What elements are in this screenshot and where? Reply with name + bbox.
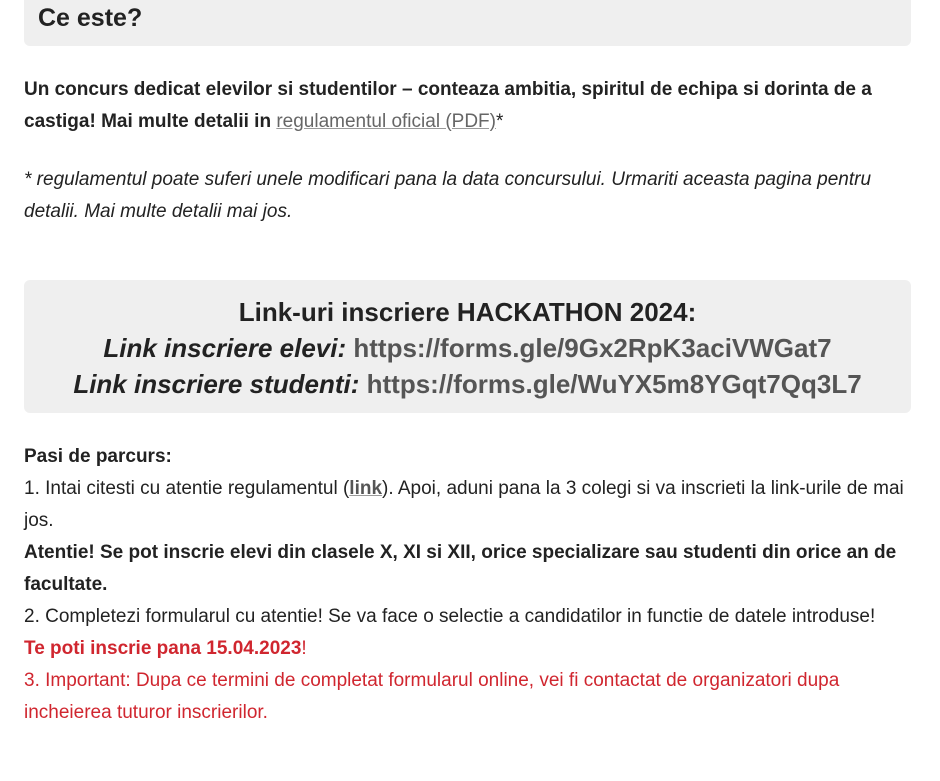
intro-text: Un concurs dedicat elevilor si studentilor – conteaza ambitia, spiritul de echipa si dorinta de a castiga! Mai multe detalii in [24,79,872,132]
step-1-suffix: ). Apoi, aduni pana la 3 colegi si va inscrieti la link-urile de mai jos. [24,478,904,531]
regulation-pdf-link[interactable]: regulamentul oficial (PDF) [276,111,496,132]
section-title: Ce este? [38,4,143,32]
step-3: 3. Important: Dupa ce termini de completat formularul online, vei fi contactat de organizatori dupa incheierea tuturor inscrierilor. [24,670,840,723]
deadline-suffix: ! [301,638,307,659]
section-title-box [24,0,911,46]
registration-heading: Link-uri inscriere HACKATHON 2024: [238,297,697,327]
university-registration-row [24,366,911,402]
students-registration-url[interactable]: https://forms.gle/9Gx2RpK3aciVWGat7 [353,333,832,363]
deadline-text: Te poti inscrie pana 15.04.2023 [24,638,302,659]
intro-asterisk: * [495,111,504,132]
students-registration-label: Link inscriere elevi: [103,333,347,363]
disclaimer-note: * regulamentul poate suferi unele modificari pana la data concursului. Urmariti aceasta pagina pentru detalii. Mai multe detalii mai jos. [24,169,872,222]
intro-paragraph [24,74,911,138]
steps-title: Pasi de parcurs: [24,446,172,467]
registration-links-box [24,280,911,413]
university-registration-url[interactable]: https://forms.gle/WuYX5m8YGqt7Qq3L7 [366,369,862,399]
step-2: 2. Completezi formularul cu atentie! Se va face o selectie a candidatilor in functie de datele introduse! [24,606,876,627]
step-1 [24,473,911,537]
regulation-link[interactable]: link [349,478,383,499]
eligibility-warning: Atentie! Se pot inscrie elevi din clasele X, XI si XII, orice specializare sau studenti din orice an de facultate. [24,542,897,595]
page-content [24,0,911,729]
university-registration-label: Link inscriere studenti: [73,369,360,399]
steps-section [24,441,911,729]
deadline-line [24,633,911,665]
students-registration-row [24,330,911,366]
step-1-prefix: 1. Intai citesti cu atentie regulamentul ( [24,478,350,499]
